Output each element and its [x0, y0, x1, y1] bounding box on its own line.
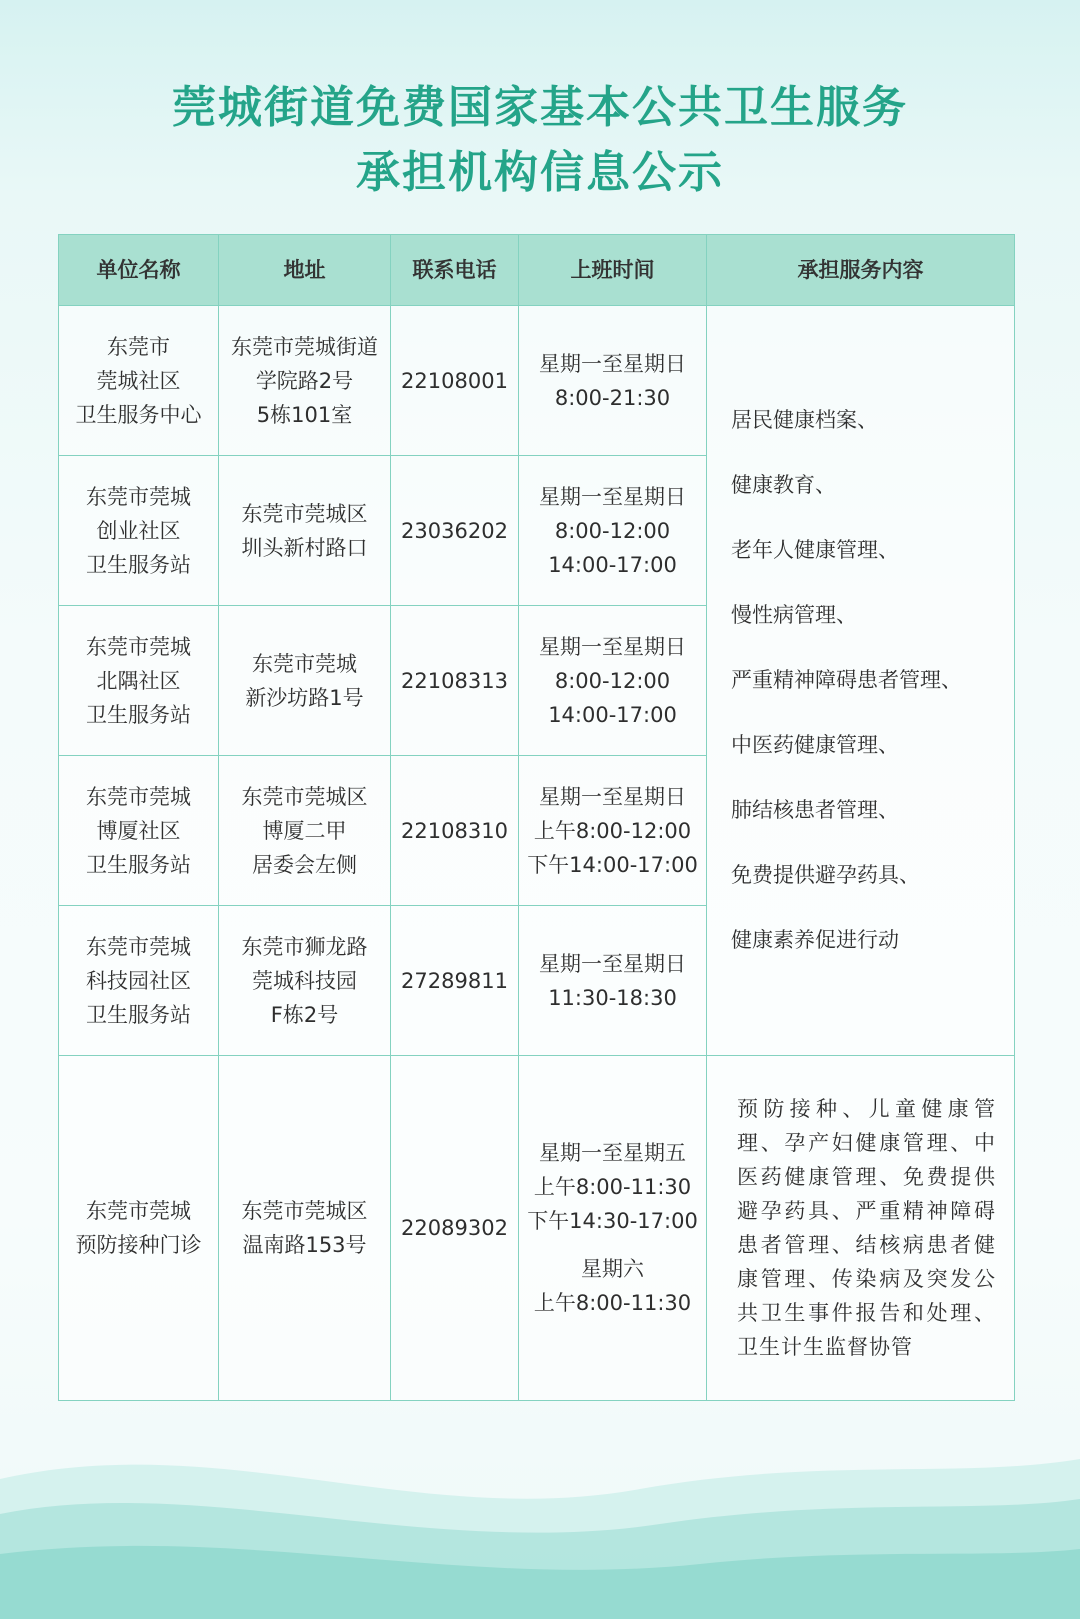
phone: 22089302 [401, 1216, 508, 1240]
phone: 27289811 [401, 968, 508, 993]
hours: 星期一至星期日 11:30-18:30 [539, 951, 686, 1010]
unit-name: 东莞市莞城 预防接种门诊 [75, 1199, 202, 1257]
hours-cell [519, 456, 707, 606]
unit-name: 东莞市莞城 科技园社区 卫生服务站 [86, 934, 191, 1027]
unit-name: 东莞市莞城 博厦社区 卫生服务站 [86, 784, 191, 877]
address-cell [219, 1056, 391, 1401]
hours-cell [519, 306, 707, 456]
unit-name: 东莞市莞城 北隅社区 卫生服务站 [86, 634, 191, 727]
address-cell [219, 906, 391, 1056]
unit-name: 东莞市 莞城社区 卫生服务中心 [75, 334, 202, 427]
phone: 22108313 [401, 668, 508, 693]
service-item: 健康教育、 [731, 473, 836, 497]
hours-cell [519, 756, 707, 906]
hours-cell [519, 606, 707, 756]
unit-name-cell [59, 306, 219, 456]
phone-cell [391, 1056, 519, 1401]
address: 东莞市莞城区 温南路153号 [241, 1199, 368, 1257]
hours-saturday: 星期六 上午8:00-11:30 [533, 1257, 692, 1315]
address-cell [219, 306, 391, 456]
unit-name-cell [59, 606, 219, 756]
address-cell [219, 756, 391, 906]
service-item: 免费提供避孕药具、 [731, 863, 920, 887]
phone-cell [391, 306, 519, 456]
hours-weekday: 星期一至星期五 上午8:00-11:30 下午14:30-17:00 [527, 1141, 698, 1233]
phone: 22108001 [401, 368, 508, 393]
phone: 22108310 [401, 818, 508, 843]
unit-name-cell [59, 906, 219, 1056]
hours: 星期一至星期日 8:00-12:00 14:00-17:00 [539, 484, 686, 577]
page-title: 莞城街道免费国家基本公共卫生服务 [172, 82, 908, 133]
service-item: 老年人健康管理、 [731, 538, 899, 562]
address: 东莞市莞城区 博厦二甲 居委会左侧 [241, 784, 368, 877]
header-unit-name: 单位名称 [59, 235, 219, 306]
shared-services-cell [707, 306, 1015, 1056]
table-header-row [59, 235, 1015, 306]
address: 东莞市莞城街道 学院路2号 5栋101室 [231, 334, 378, 427]
institution-table [58, 234, 1015, 1401]
address-cell [219, 456, 391, 606]
clinic-services-cell [707, 1056, 1015, 1401]
address: 东莞市狮龙路 莞城科技园 F栋2号 [241, 934, 368, 1027]
hours-cell [519, 906, 707, 1056]
address: 东莞市莞城 新沙坊路1号 [245, 651, 364, 710]
service-item: 肺结核患者管理、 [731, 798, 899, 822]
header-hours: 上班时间 [519, 235, 707, 306]
service-item: 健康素养促进行动 [731, 928, 899, 952]
clinic-services-text: 预防接种、儿童健康管理、孕产妇健康管理、中医药健康管理、免费提供避孕药具、严重精神障碍患者管理、结核病患者健康管理、传染病及突发公共卫生事件报告和处理、卫生计生监督协管 [737, 1097, 996, 1359]
header-phone: 联系电话 [391, 235, 519, 306]
service-item: 中医药健康管理、 [731, 733, 899, 757]
hours-cell [519, 1056, 707, 1401]
phone-cell [391, 606, 519, 756]
table-row [59, 306, 1015, 456]
unit-name-cell [59, 756, 219, 906]
hours: 星期一至星期日 8:00-12:00 14:00-17:00 [539, 634, 686, 727]
phone-cell [391, 756, 519, 906]
phone-cell [391, 456, 519, 606]
service-item: 居民健康档案、 [731, 408, 878, 432]
phone: 23036202 [401, 518, 508, 543]
header-address: 地址 [219, 235, 391, 306]
unit-name-cell [59, 456, 219, 606]
service-item: 慢性病管理、 [731, 603, 857, 627]
address-cell [219, 606, 391, 756]
table-row [59, 1056, 1015, 1401]
address: 东莞市莞城区 圳头新村路口 [241, 501, 368, 560]
phone-cell [391, 906, 519, 1056]
hours: 星期一至星期日 8:00-21:30 [539, 351, 686, 410]
header-services: 承担服务内容 [707, 235, 1015, 306]
service-item: 严重精神障碍患者管理、 [731, 668, 962, 692]
bottom-wave-decoration [0, 1419, 1080, 1619]
unit-name-cell [59, 1056, 219, 1401]
page-subtitle: 承担机构信息公示 [356, 147, 724, 198]
hours: 星期一至星期日 上午8:00-12:00 下午14:00-17:00 [527, 784, 698, 877]
unit-name: 东莞市莞城 创业社区 卫生服务站 [86, 484, 191, 577]
